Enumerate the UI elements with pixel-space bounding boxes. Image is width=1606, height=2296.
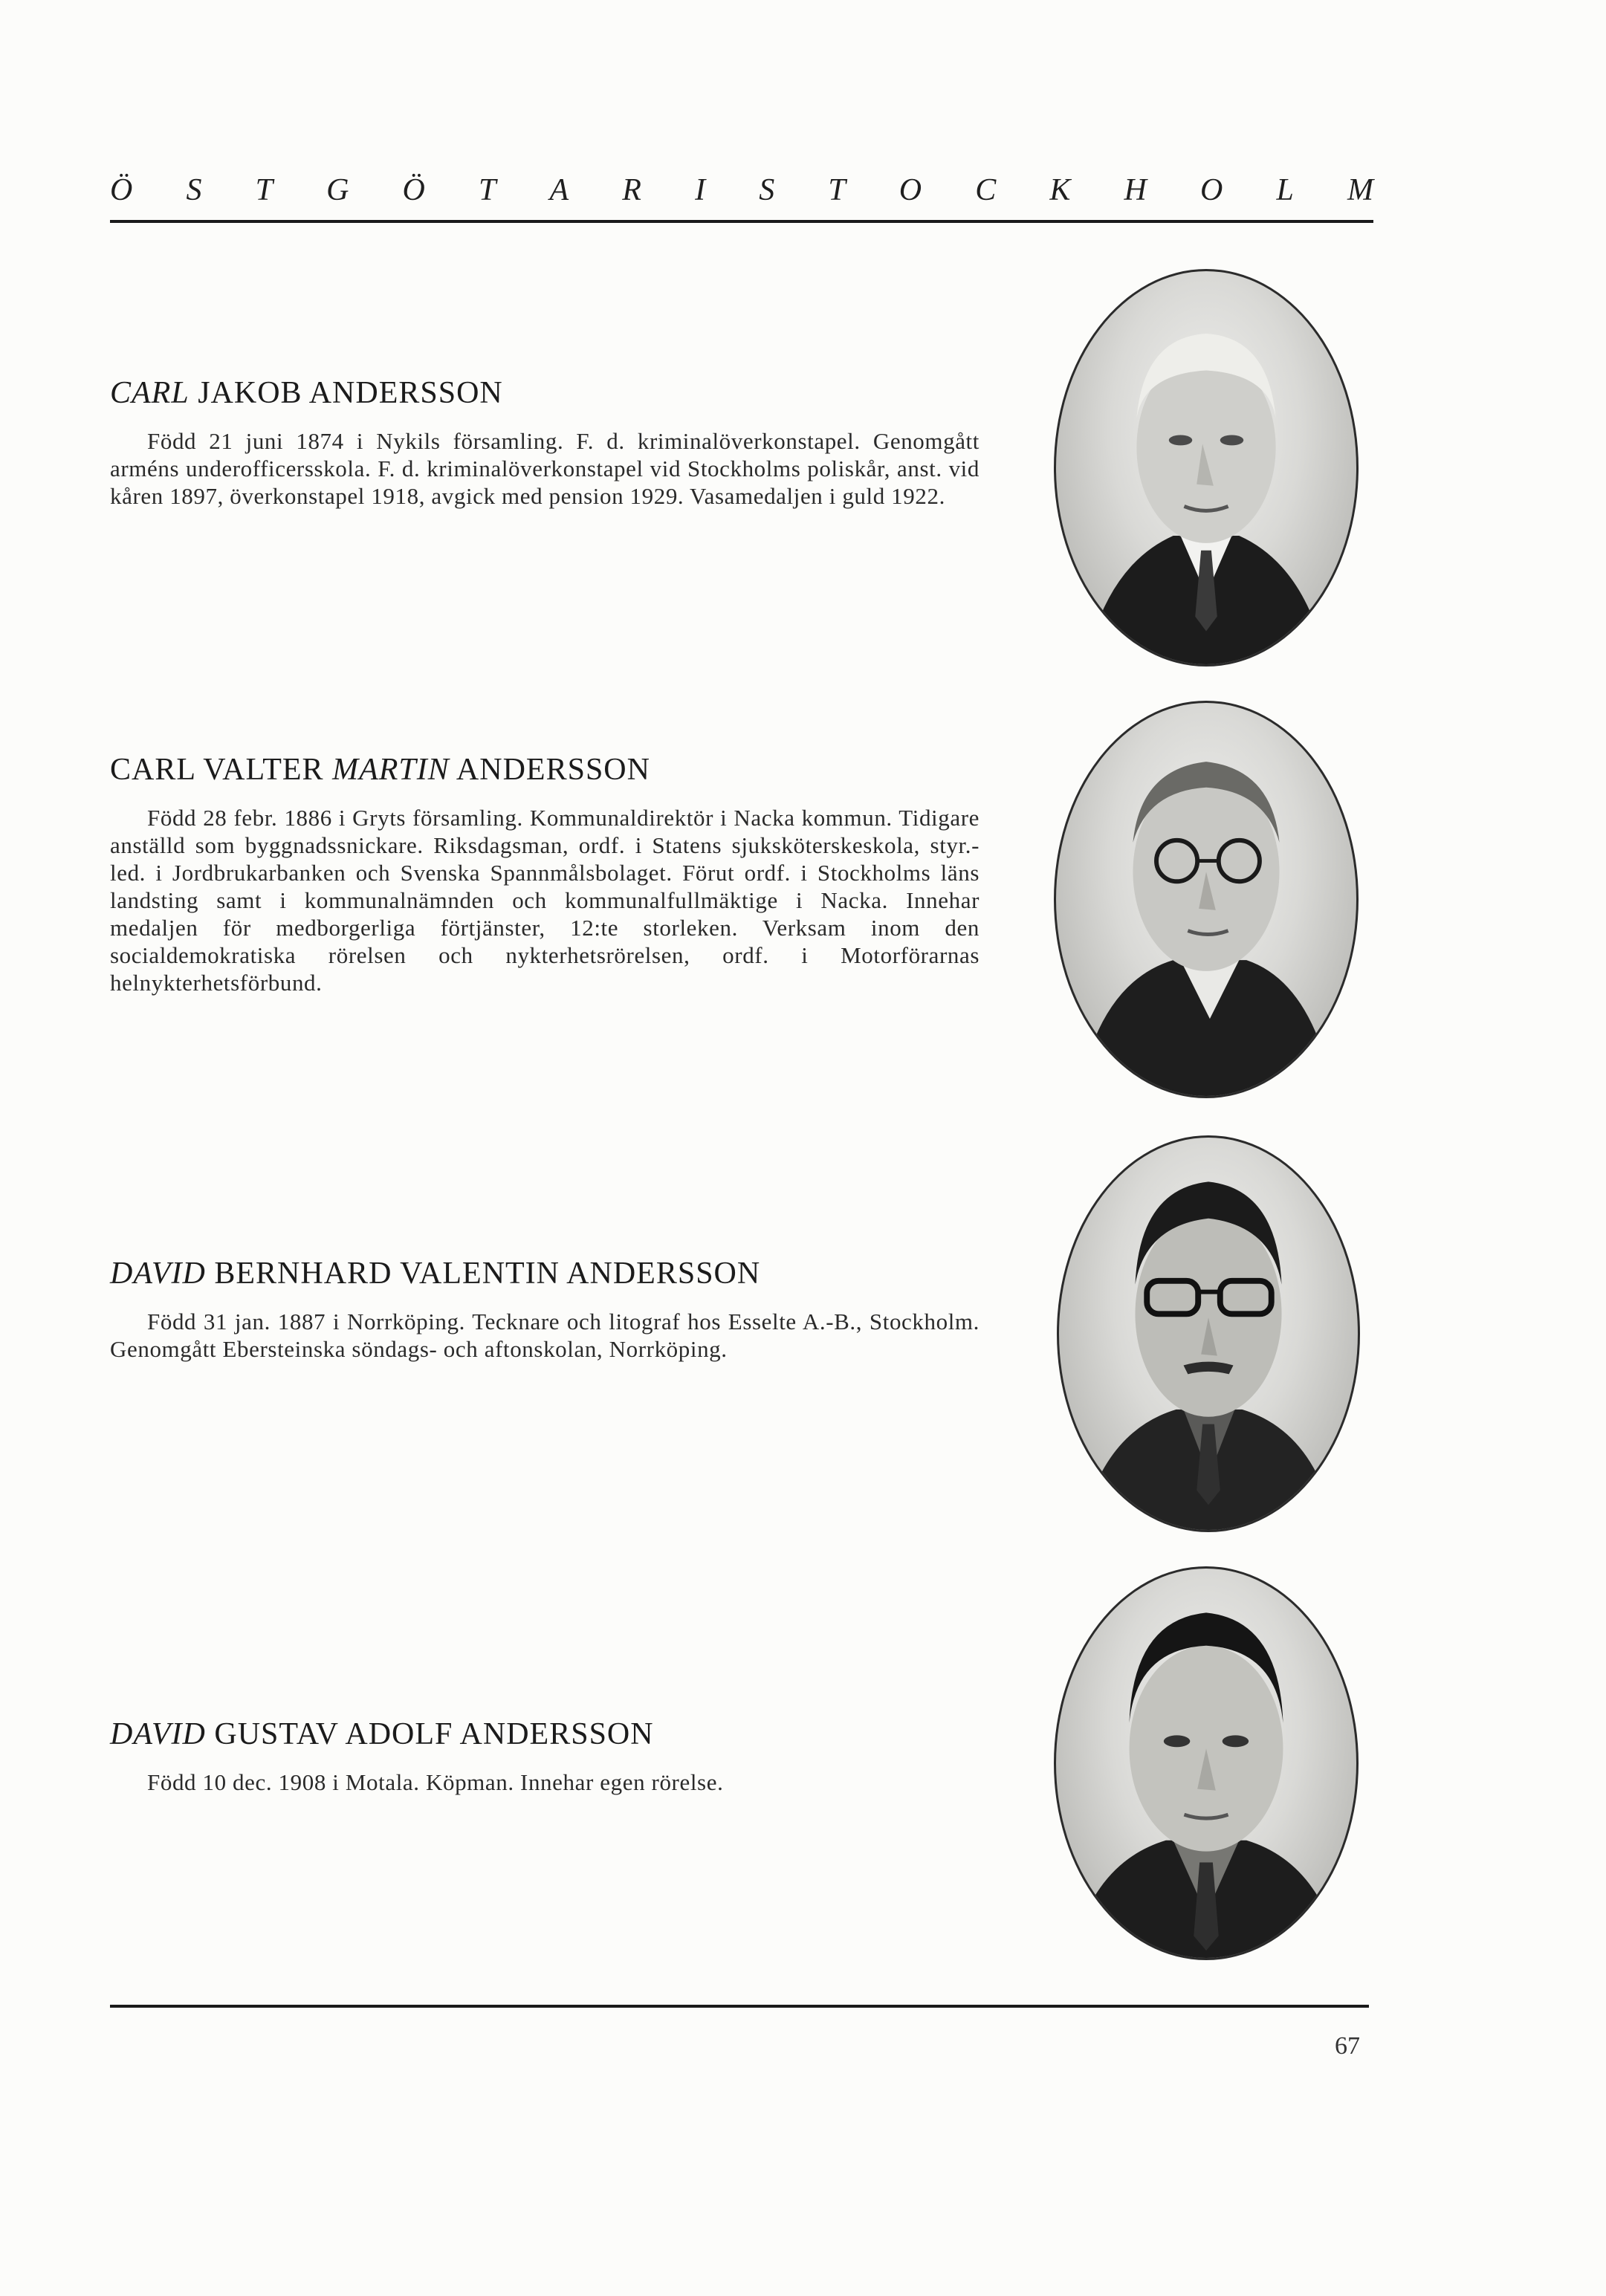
portrait-illustration xyxy=(1056,271,1356,664)
entry-name xyxy=(110,1256,980,1291)
running-head-letter: O xyxy=(898,173,922,207)
portrait-photo xyxy=(1054,1566,1359,1960)
portrait-illustration xyxy=(1056,703,1356,1096)
entry-bio: Född 21 juni 1874 i Nykils församling. F. d. kriminalöverkonstapel. Genomgått arméns underofficersskola. F. d. kriminalöverkonstapel vid Stockholms poliskår, anst. vid kåren 1897, överkonstapel 1918, avgick med pension 1929. Vasamedaljen i guld 1922. xyxy=(110,428,980,509)
running-head-letter: I xyxy=(695,173,706,207)
name-pre: CARL VALTER xyxy=(110,753,333,787)
biography-entry xyxy=(110,1256,980,1363)
name-italic-part: MARTIN xyxy=(332,753,450,787)
running-head-letter: H xyxy=(1124,173,1147,207)
entry-bio: Född 31 jan. 1887 i Norrköping. Tecknare och litograf hos Esselte A.-B., Stockholm. Genomgått Ebersteinska söndags- och aftonskolan, Norrköping. xyxy=(110,1308,980,1362)
entry-name xyxy=(110,1716,980,1752)
name-italic-part: DAVID xyxy=(110,1256,206,1291)
running-head-letter: T xyxy=(255,173,273,207)
running-head-letter: Ö xyxy=(402,173,425,207)
biography-entry xyxy=(110,375,980,510)
running-head-letter: T xyxy=(479,173,496,207)
running-head xyxy=(110,168,1373,213)
running-head-letter: M xyxy=(1347,173,1373,207)
running-head-letter: C xyxy=(975,173,997,207)
running-head-letter: S xyxy=(759,173,775,207)
name-post: ANDERSSON xyxy=(449,753,650,787)
name-rest: JAKOB ANDERSSON xyxy=(189,376,503,410)
header-rule xyxy=(110,220,1373,223)
footer-rule xyxy=(110,2005,1369,2008)
running-head-letter: Ö xyxy=(110,173,133,207)
name-italic-part: DAVID xyxy=(110,1717,206,1751)
name-rest: BERNHARD VALENTIN ANDERSSON xyxy=(205,1256,761,1291)
name-italic-part: CARL xyxy=(110,376,190,410)
page-number: 67 xyxy=(1335,2032,1360,2060)
running-head-letter: T xyxy=(828,173,846,207)
running-head-letter: G xyxy=(326,173,349,207)
portrait-photo xyxy=(1054,269,1359,667)
running-head-letter: R xyxy=(622,173,641,207)
portrait-illustration xyxy=(1059,1138,1358,1530)
entry-name xyxy=(110,375,980,411)
entry-name xyxy=(110,752,980,788)
running-head-letter: K xyxy=(1049,173,1071,207)
running-head-letter: A xyxy=(549,173,569,207)
name-rest: GUSTAV ADOLF ANDERSSON xyxy=(205,1717,654,1751)
portrait-photo xyxy=(1054,701,1359,1098)
running-head-letter: S xyxy=(186,173,202,207)
biography-entry xyxy=(110,752,980,996)
portrait-photo xyxy=(1057,1135,1360,1532)
entry-bio: Född 28 febr. 1886 i Gryts församling. Kommunaldirektör i Nacka kommun. Tidigare anställd som byggnadssnickare. Riksdagsman, ordf. i Statens sjuksköterskeskola, styr.-led. i Jordbrukarbanken och Svenska Spannmålsbolaget. Förut ordf. i Stockholms läns landsting samt i kommunalnämnden och kommunalfullmäktige i Nacka. Innehar medaljen för medborgerliga förtjänster, 12:te storleken. Verksam inom den socialdemokratiska rörelsen och nykterhetsrörelsen, ordf. i Motorförarnas helnykterhetsförbund. xyxy=(110,805,980,996)
portrait-illustration xyxy=(1056,1569,1356,1958)
running-head-letter: O xyxy=(1200,173,1223,207)
entry-bio: Född 10 dec. 1908 i Motala. Köpman. Innehar egen rörelse. xyxy=(147,1769,724,1795)
biography-entry xyxy=(110,1716,980,1796)
running-head-letter: L xyxy=(1276,173,1294,207)
